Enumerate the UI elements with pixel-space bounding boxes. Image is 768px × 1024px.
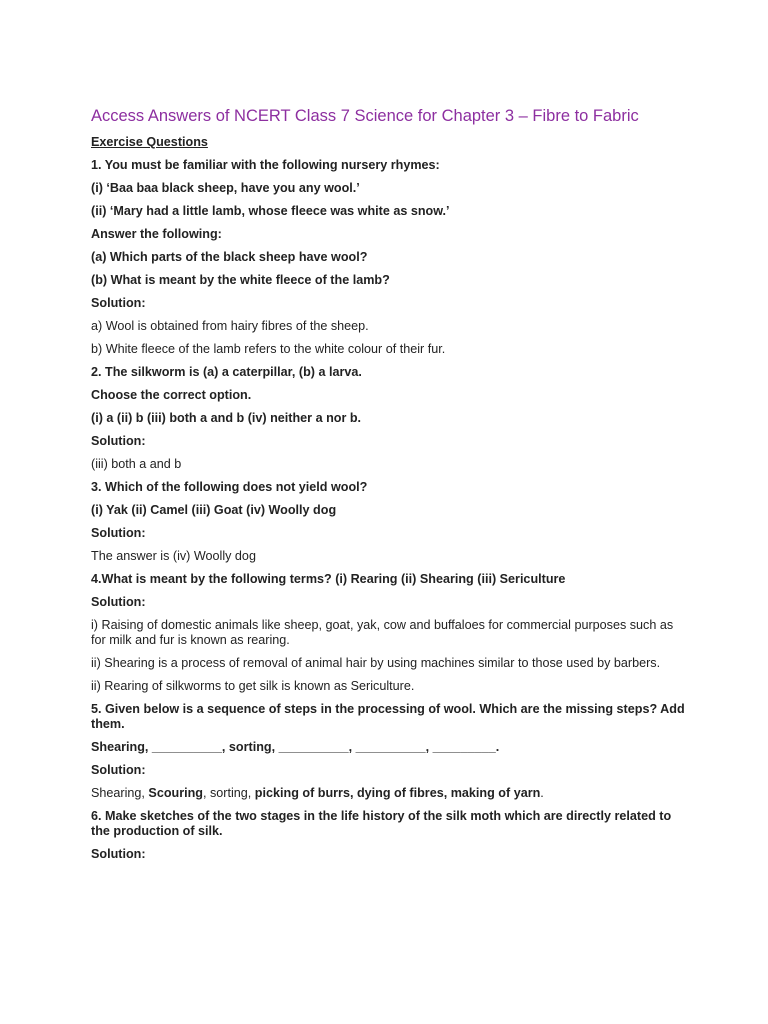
q2-answer: (iii) both a and b (91, 457, 182, 471)
q4-solution-label: Solution: (91, 595, 146, 609)
q3-options: (i) Yak (ii) Camel (iii) Goat (iv) Woolly dog (91, 503, 337, 517)
q4-answer-1: i) Raising of domestic animals like sheep, goat, yak, cow and buffaloes for commercial purposes such as for milk and fur is known as rearing. (91, 618, 674, 647)
q4-question: 4.What is meant by the following terms? (i) Rearing (ii) Shearing (iii) Sericulture (91, 572, 566, 586)
q3-question: 3. Which of the following does not yield wool? (91, 480, 368, 494)
q4-answer-3: ii) Rearing of silkworms to get silk is known as Sericulture. (91, 679, 415, 693)
q4-answer-2: ii) Shearing is a process of removal of animal hair by using machines similar to those used by barbers. (91, 656, 661, 670)
q1-rhyme-1: (i) ‘Baa baa black sheep, have you any wool.’ (91, 181, 360, 195)
q1-part-a: (a) Which parts of the black sheep have wool? (91, 250, 368, 264)
q5-question: 5. Given below is a sequence of steps in the processing of wool. Which are the missing steps? Add them. (91, 702, 685, 731)
q5-answer-part-1: Shearing, (91, 786, 149, 800)
q1-part-b: (b) What is meant by the white fleece of the lamb? (91, 273, 390, 287)
q5-answer-part-5: . (540, 786, 544, 800)
page-title: Access Answers of NCERT Class 7 Science for Chapter 3 – Fibre to Fabric (91, 107, 639, 125)
q1-question: 1. You must be familiar with the following nursery rhymes: (91, 158, 440, 172)
q6-question: 6. Make sketches of the two stages in the life history of the silk moth which are directly related to the production of silk. (91, 809, 672, 838)
q5-answer-part-2: Scouring (148, 786, 203, 800)
q5-solution-label: Solution: (91, 763, 146, 777)
q1-answer-a: a) Wool is obtained from hairy fibres of the sheep. (91, 319, 369, 333)
q2-options: (i) a (ii) b (iii) both a and b (iv) neither a nor b. (91, 411, 362, 425)
q6-solution-label: Solution: (91, 847, 146, 861)
q3-answer: The answer is (iv) Woolly dog (91, 549, 256, 563)
q2-instruction: Choose the correct option. (91, 388, 252, 402)
q2-question: 2. The silkworm is (a) a caterpillar, (b) a larva. (91, 365, 362, 379)
q5-answer-part-3: , sorting, (203, 786, 255, 800)
section-heading: Exercise Questions (91, 135, 208, 149)
q1-rhyme-2: (ii) ‘Mary had a little lamb, whose fleece was white as snow.’ (91, 204, 450, 218)
q5-answer (91, 786, 688, 801)
q1-solution-label: Solution: (91, 296, 146, 310)
q5-blanks: Shearing, __________, sorting, __________, __________, _________. (91, 740, 500, 754)
q1-answer-b: b) White fleece of the lamb refers to the white colour of their fur. (91, 342, 446, 356)
q3-solution-label: Solution: (91, 526, 146, 540)
q1-instruction: Answer the following: (91, 227, 222, 241)
q2-solution-label: Solution: (91, 434, 146, 448)
q5-answer-part-4: picking of burrs, dying of fibres, making of yarn (254, 786, 541, 800)
